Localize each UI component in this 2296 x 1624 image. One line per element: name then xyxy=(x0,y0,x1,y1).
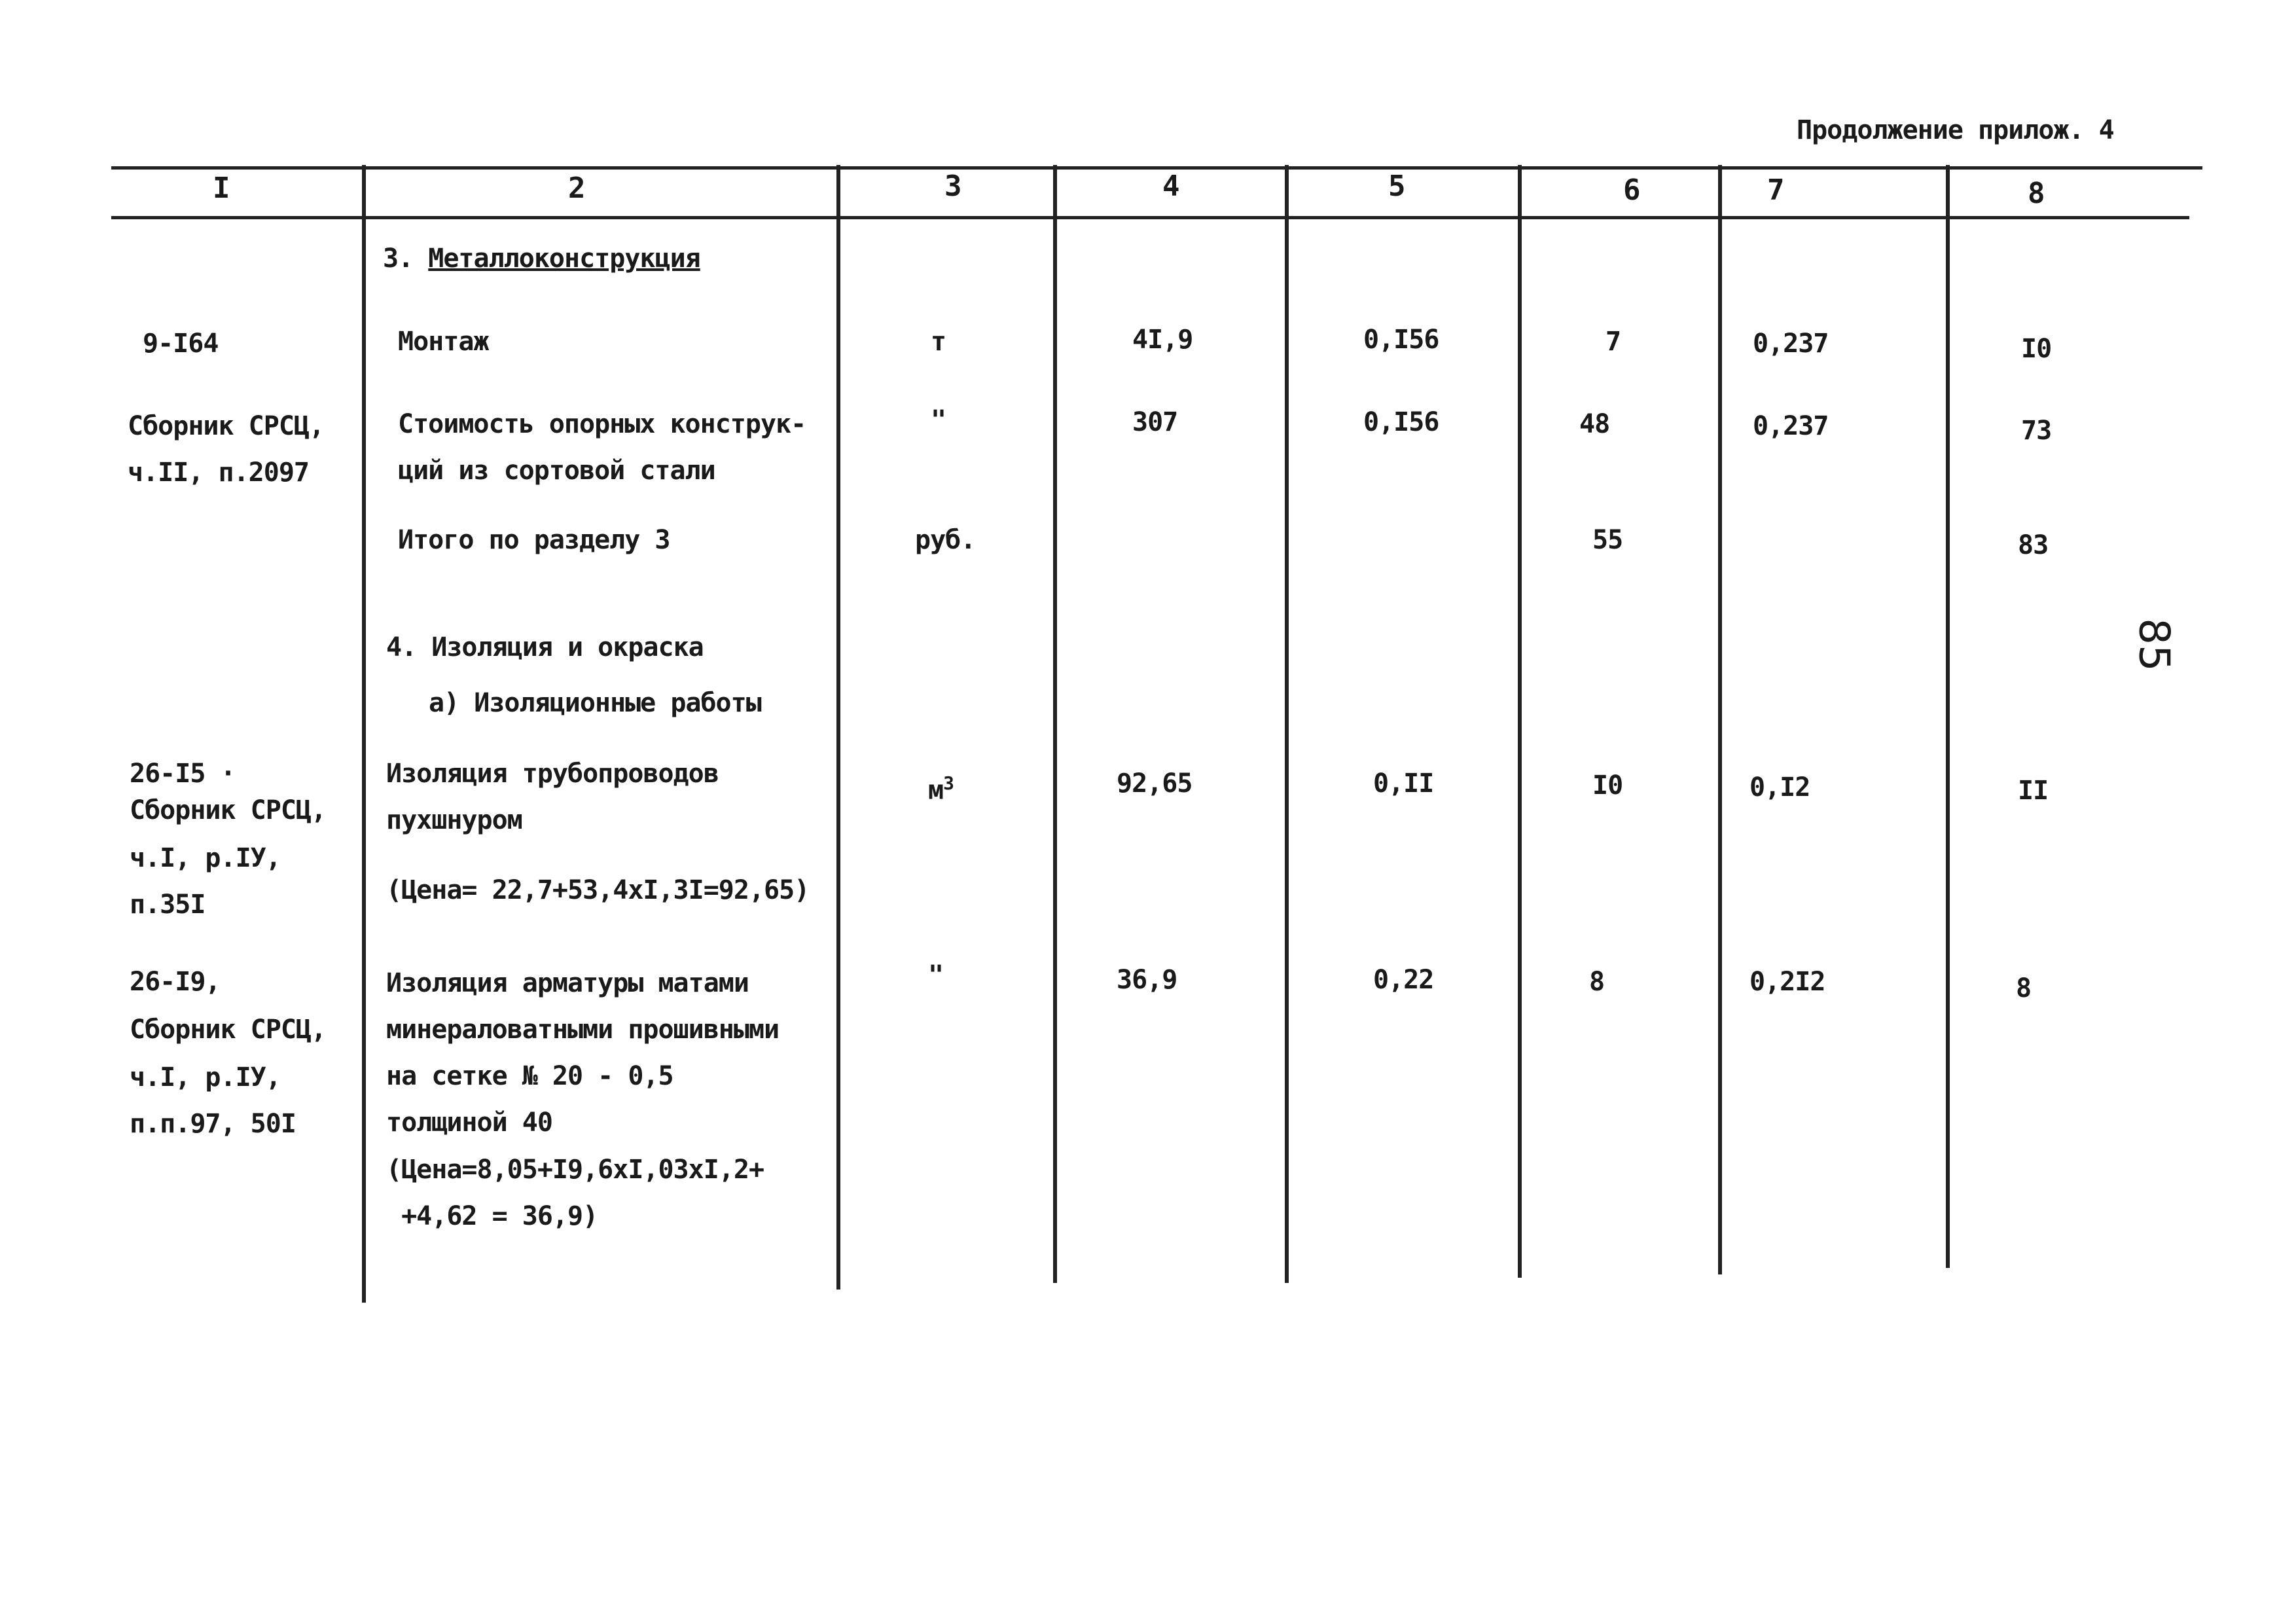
row-formula: (Цена= 22,7+53,4хI,3I=92,65) xyxy=(386,875,810,905)
row-col8: II xyxy=(2018,776,2049,806)
section3-title: Металлоконструкция xyxy=(428,244,700,274)
row-col7: 0,I2 xyxy=(1749,772,1810,803)
row-col8: 73 xyxy=(2021,416,2052,446)
row-name-line: минераловатными прошивными xyxy=(386,1015,780,1045)
row-code-line: Сборник СРСЦ, xyxy=(130,1015,327,1045)
header-col-8: 8 xyxy=(2028,177,2045,210)
row-name-line: толщиной 40 xyxy=(386,1108,552,1138)
section3-total-label: Итого по разделу 3 xyxy=(398,525,670,555)
row-col5: 0,22 xyxy=(1373,965,1434,995)
row-code-line: 26-I9, xyxy=(130,967,221,997)
table-top-rule xyxy=(111,166,2202,170)
row-name-line: пухшнуром xyxy=(386,805,522,835)
row-col6: 7 xyxy=(1605,327,1621,357)
header-col-4: 4 xyxy=(1162,170,1180,203)
section4-subheading: а) Изоляционные работы xyxy=(429,688,761,718)
row-name-line: +4,62 = 36,9) xyxy=(386,1201,598,1231)
header-col-2: 2 xyxy=(568,171,586,205)
section4-title: Изоляция и окраска xyxy=(431,632,704,662)
row-code-line: Сборник СРСЦ, xyxy=(128,411,325,441)
row-name-line: ций из сортовой стали xyxy=(398,456,715,486)
section3-heading xyxy=(383,242,700,275)
row-col8: I0 xyxy=(2021,334,2052,364)
side-page-number: 85 xyxy=(2129,618,2178,672)
section3-number: 3. xyxy=(383,244,414,274)
row-col7: 0,237 xyxy=(1753,329,1829,359)
row-unit: т xyxy=(931,327,946,357)
column-divider-6 xyxy=(1718,165,1722,1274)
row-code-line: ч.I, р.IУ, xyxy=(130,843,281,873)
section3-total-col8: 83 xyxy=(2018,530,2049,560)
row-col7: 0,2I2 xyxy=(1749,967,1825,997)
column-divider-4 xyxy=(1285,165,1289,1283)
row-name-line: (Цена=8,05+I9,6хI,03хI,2+ xyxy=(386,1155,764,1185)
row-col4: 307 xyxy=(1132,407,1178,437)
unit-superscript: 3 xyxy=(943,772,954,794)
row-col7: 0,237 xyxy=(1753,411,1829,441)
row-col4: 36,9 xyxy=(1117,965,1177,995)
row-col4: 4I,9 xyxy=(1132,325,1193,355)
row-code-line: ч.I, р.IУ, xyxy=(130,1062,281,1092)
row-col6: 48 xyxy=(1579,409,1610,439)
header-bottom-rule xyxy=(111,216,2189,219)
column-divider-7 xyxy=(1946,165,1950,1268)
row-code-line: п.п.97, 50I xyxy=(130,1109,296,1139)
row-name-line: на сетке № 20 - 0,5 xyxy=(386,1061,673,1091)
row-unit: " xyxy=(928,960,944,990)
column-divider-1 xyxy=(362,165,366,1303)
row-unit xyxy=(928,767,954,806)
header-col-7: 7 xyxy=(1767,173,1785,207)
row-unit: " xyxy=(931,405,946,435)
header-col-6: 6 xyxy=(1623,173,1641,207)
unit-base: м xyxy=(928,775,944,806)
row-code-line: п.35I xyxy=(130,890,206,920)
row-col6: 8 xyxy=(1589,967,1605,997)
row-col4: 92,65 xyxy=(1117,768,1193,799)
header-col-1: I xyxy=(213,171,230,205)
row-code-line: 9-I64 xyxy=(143,329,219,359)
section4-heading xyxy=(386,631,704,664)
row-code-line: ч.II, п.2097 xyxy=(128,458,309,488)
row-col8: 8 xyxy=(2016,973,2032,1003)
row-col5: 0,I56 xyxy=(1363,325,1439,355)
row-name-line: Монтаж xyxy=(398,327,489,357)
row-col6: I0 xyxy=(1592,770,1623,801)
header-col-3: 3 xyxy=(944,170,962,203)
row-code-line: Сборник СРСЦ, xyxy=(130,795,327,825)
continuation-label: Продолжение прилож. 4 xyxy=(1797,115,2114,145)
header-col-5: 5 xyxy=(1388,170,1406,203)
row-name-line: Изоляция трубопроводов xyxy=(386,759,719,789)
row-name-line: Изоляция арматуры матами xyxy=(386,968,749,998)
row-name-line: Стоимость опорных конструк- xyxy=(398,409,806,439)
section4-number: 4. xyxy=(386,632,417,662)
column-divider-2 xyxy=(836,165,840,1290)
row-col5: 0,I56 xyxy=(1363,407,1439,437)
row-col5: 0,II xyxy=(1373,768,1434,799)
section3-total-col6: 55 xyxy=(1592,525,1623,555)
row-code-line: 26-I5 · xyxy=(130,759,236,789)
column-divider-3 xyxy=(1053,165,1057,1283)
column-divider-5 xyxy=(1518,165,1522,1278)
section3-total-unit: руб. xyxy=(915,525,976,555)
